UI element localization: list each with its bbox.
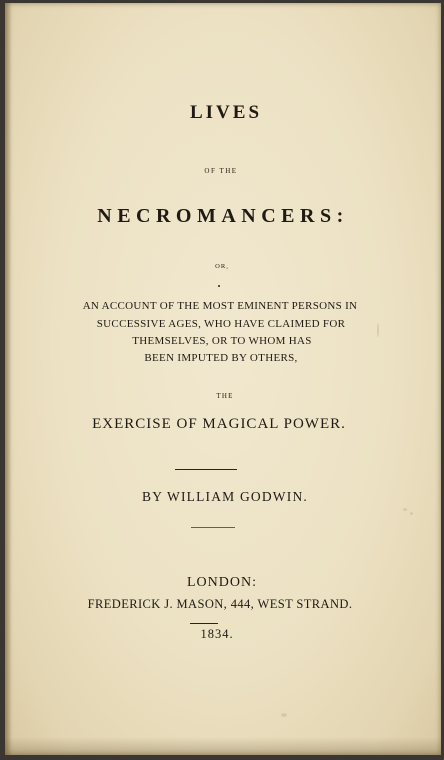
title-of-the: OF THE <box>204 167 238 175</box>
description-line-3: THEMSELVES, OR TO WHOM HAS <box>132 335 312 347</box>
foxing-spot <box>281 713 287 717</box>
title-page <box>5 3 441 755</box>
description-line-1: AN ACCOUNT OF THE MOST EMINENT PERSONS IN <box>82 300 358 312</box>
description-line-4: BEEN IMPUTED BY OTHERS, <box>144 352 298 364</box>
foxing-spot <box>410 512 413 515</box>
title-lives: LIVES <box>189 102 263 123</box>
divider-rule <box>191 527 235 528</box>
imprint-year: 1834. <box>200 627 234 641</box>
bottom-edge-shadow <box>5 737 441 755</box>
title-necromancers: NECROMANCERS: <box>97 205 349 227</box>
title-the: THE <box>216 392 234 400</box>
imprint-publisher: FREDERICK J. MASON, 444, WEST STRAND. <box>87 597 353 611</box>
divider-rule <box>190 623 218 624</box>
imprint-place: LONDON: <box>187 575 257 590</box>
foxing-spot <box>403 508 407 511</box>
divider-rule <box>175 469 237 470</box>
ornament-dot: • <box>217 282 221 291</box>
author-line: BY WILLIAM GODWIN. <box>142 489 308 504</box>
title-exercise: EXERCISE OF MAGICAL POWER. <box>92 416 346 432</box>
title-or: OR, <box>215 263 229 270</box>
description-line-2: SUCCESSIVE AGES, WHO HAVE CLAIMED FOR <box>96 318 346 330</box>
